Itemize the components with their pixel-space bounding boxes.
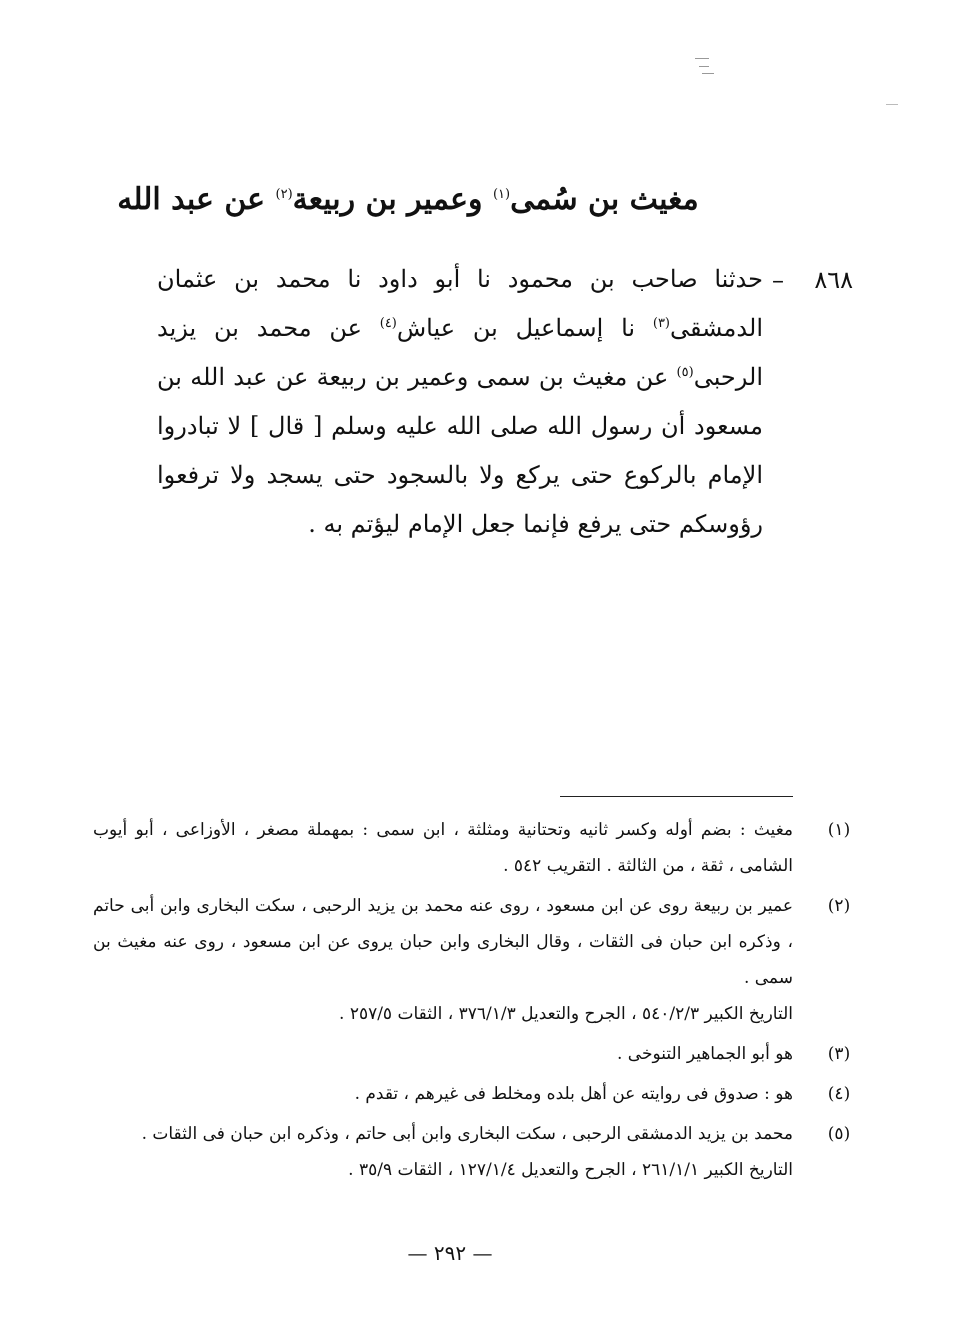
footnote-text: هو أبو الجماهير التنوخى . bbox=[617, 1044, 793, 1064]
scan-speck bbox=[702, 73, 714, 74]
footnote-number: (٤) bbox=[827, 1084, 851, 1104]
footnotes bbox=[93, 812, 851, 1192]
footnote-number: (٢) bbox=[827, 896, 851, 916]
footnote-text: مغيث : بضم أوله وكسر ثانيه وتحتانية ومثلثة ، ابن سمى : بمهملة مصغر ، الأوزاعى ، أبو أيوب الشامى ، ثقة ، من الثالثة . التقريب ٥٤٢ . bbox=[93, 820, 793, 876]
scan-speck bbox=[886, 104, 898, 105]
footnote-number: (٥) bbox=[827, 1124, 851, 1144]
chapter-title bbox=[100, 178, 716, 222]
footnote-number: (٣) bbox=[827, 1044, 851, 1064]
footnote-text: هو : صدوق فى روايته عن أهل بلده ومخلط فى غيرهم ، تقدم . bbox=[354, 1084, 793, 1104]
title-part-2: وعمير بن ربيعة bbox=[292, 182, 493, 218]
title-part-3: عن عبد الله bbox=[117, 182, 276, 218]
hadith-text-segment: نا إسماعيل بن عياش bbox=[396, 314, 653, 342]
footnote-separator bbox=[560, 796, 793, 797]
hadith-dash: – bbox=[772, 266, 784, 294]
hadith-text-segment: عن محمد بن يزيد الرحبى bbox=[157, 314, 763, 391]
hadith-text bbox=[157, 255, 763, 549]
footnote-source: التاريخ الكبير ٥٤٠/٢/٣ ، الجرح والتعديل ٣٧٦/١/٣ ، الثقات ٢٥٧/٥ . bbox=[339, 1004, 793, 1024]
hadith-text-segment: حدثنا صاحب بن محمود نا أبو داود نا محمد بن عثمان الدمشقى bbox=[157, 265, 763, 342]
footnote-text: عمير بن ربيعة روى عن ابن مسعود ، روى عنه محمد بن يزيد الرحبى ، سكت البخارى وابن أبى حاتم ، وذكره ابن حبان فى الثقات ، وقال البخارى وابن حبان يروى عن ابن مسعود ، روى عنه مغيث بن سمى . bbox=[93, 896, 793, 988]
hadith-number: ٨٦٨ bbox=[814, 266, 853, 294]
footnote-text: محمد بن يزيد الدمشقى الرحبى ، سكت البخارى وابن أبى حاتم ، وذكره ابن حبان فى الثقات . bbox=[141, 1124, 793, 1144]
title-part-1: مغيث بن سُمى bbox=[510, 182, 699, 218]
title-footnote-ref-1: (١) bbox=[492, 187, 511, 203]
title-footnote-ref-2: (٢) bbox=[275, 187, 293, 203]
footnote-2 bbox=[93, 888, 851, 1032]
footnote-4 bbox=[93, 1076, 851, 1112]
scan-speck bbox=[699, 66, 709, 67]
hadith-footnote-ref-5: (٥) bbox=[676, 365, 694, 380]
footnote-1 bbox=[93, 812, 851, 884]
footnote-5 bbox=[93, 1116, 851, 1188]
footnote-3 bbox=[93, 1036, 851, 1072]
hadith-footnote-ref-3: (٣) bbox=[652, 316, 670, 331]
hadith-text-segment: عن مغيث بن سمى وعمير بن ربيعة عن عبد الله بن مسعود أن رسول الله صلى الله عليه وسلم [ قال ] لا تبادروا الإمام بالركوع حتى يركع ولا بالسجود حتى يسجد ولا ترفعوا رؤوسكم حتى يرفع فإنما جعل الإمام ليؤتم به . bbox=[157, 363, 763, 538]
footnote-source: التاريخ الكبير ٢٦١/١/١ ، الجرح والتعديل ١٢٧/١/٤ ، الثقات ٣٥/٩ . bbox=[348, 1160, 793, 1180]
scan-speck bbox=[695, 58, 709, 59]
hadith-footnote-ref-4: (٤) bbox=[379, 316, 397, 331]
page-number: — ٢٩٢ — bbox=[407, 1241, 493, 1265]
footnote-number: (١) bbox=[827, 820, 851, 840]
